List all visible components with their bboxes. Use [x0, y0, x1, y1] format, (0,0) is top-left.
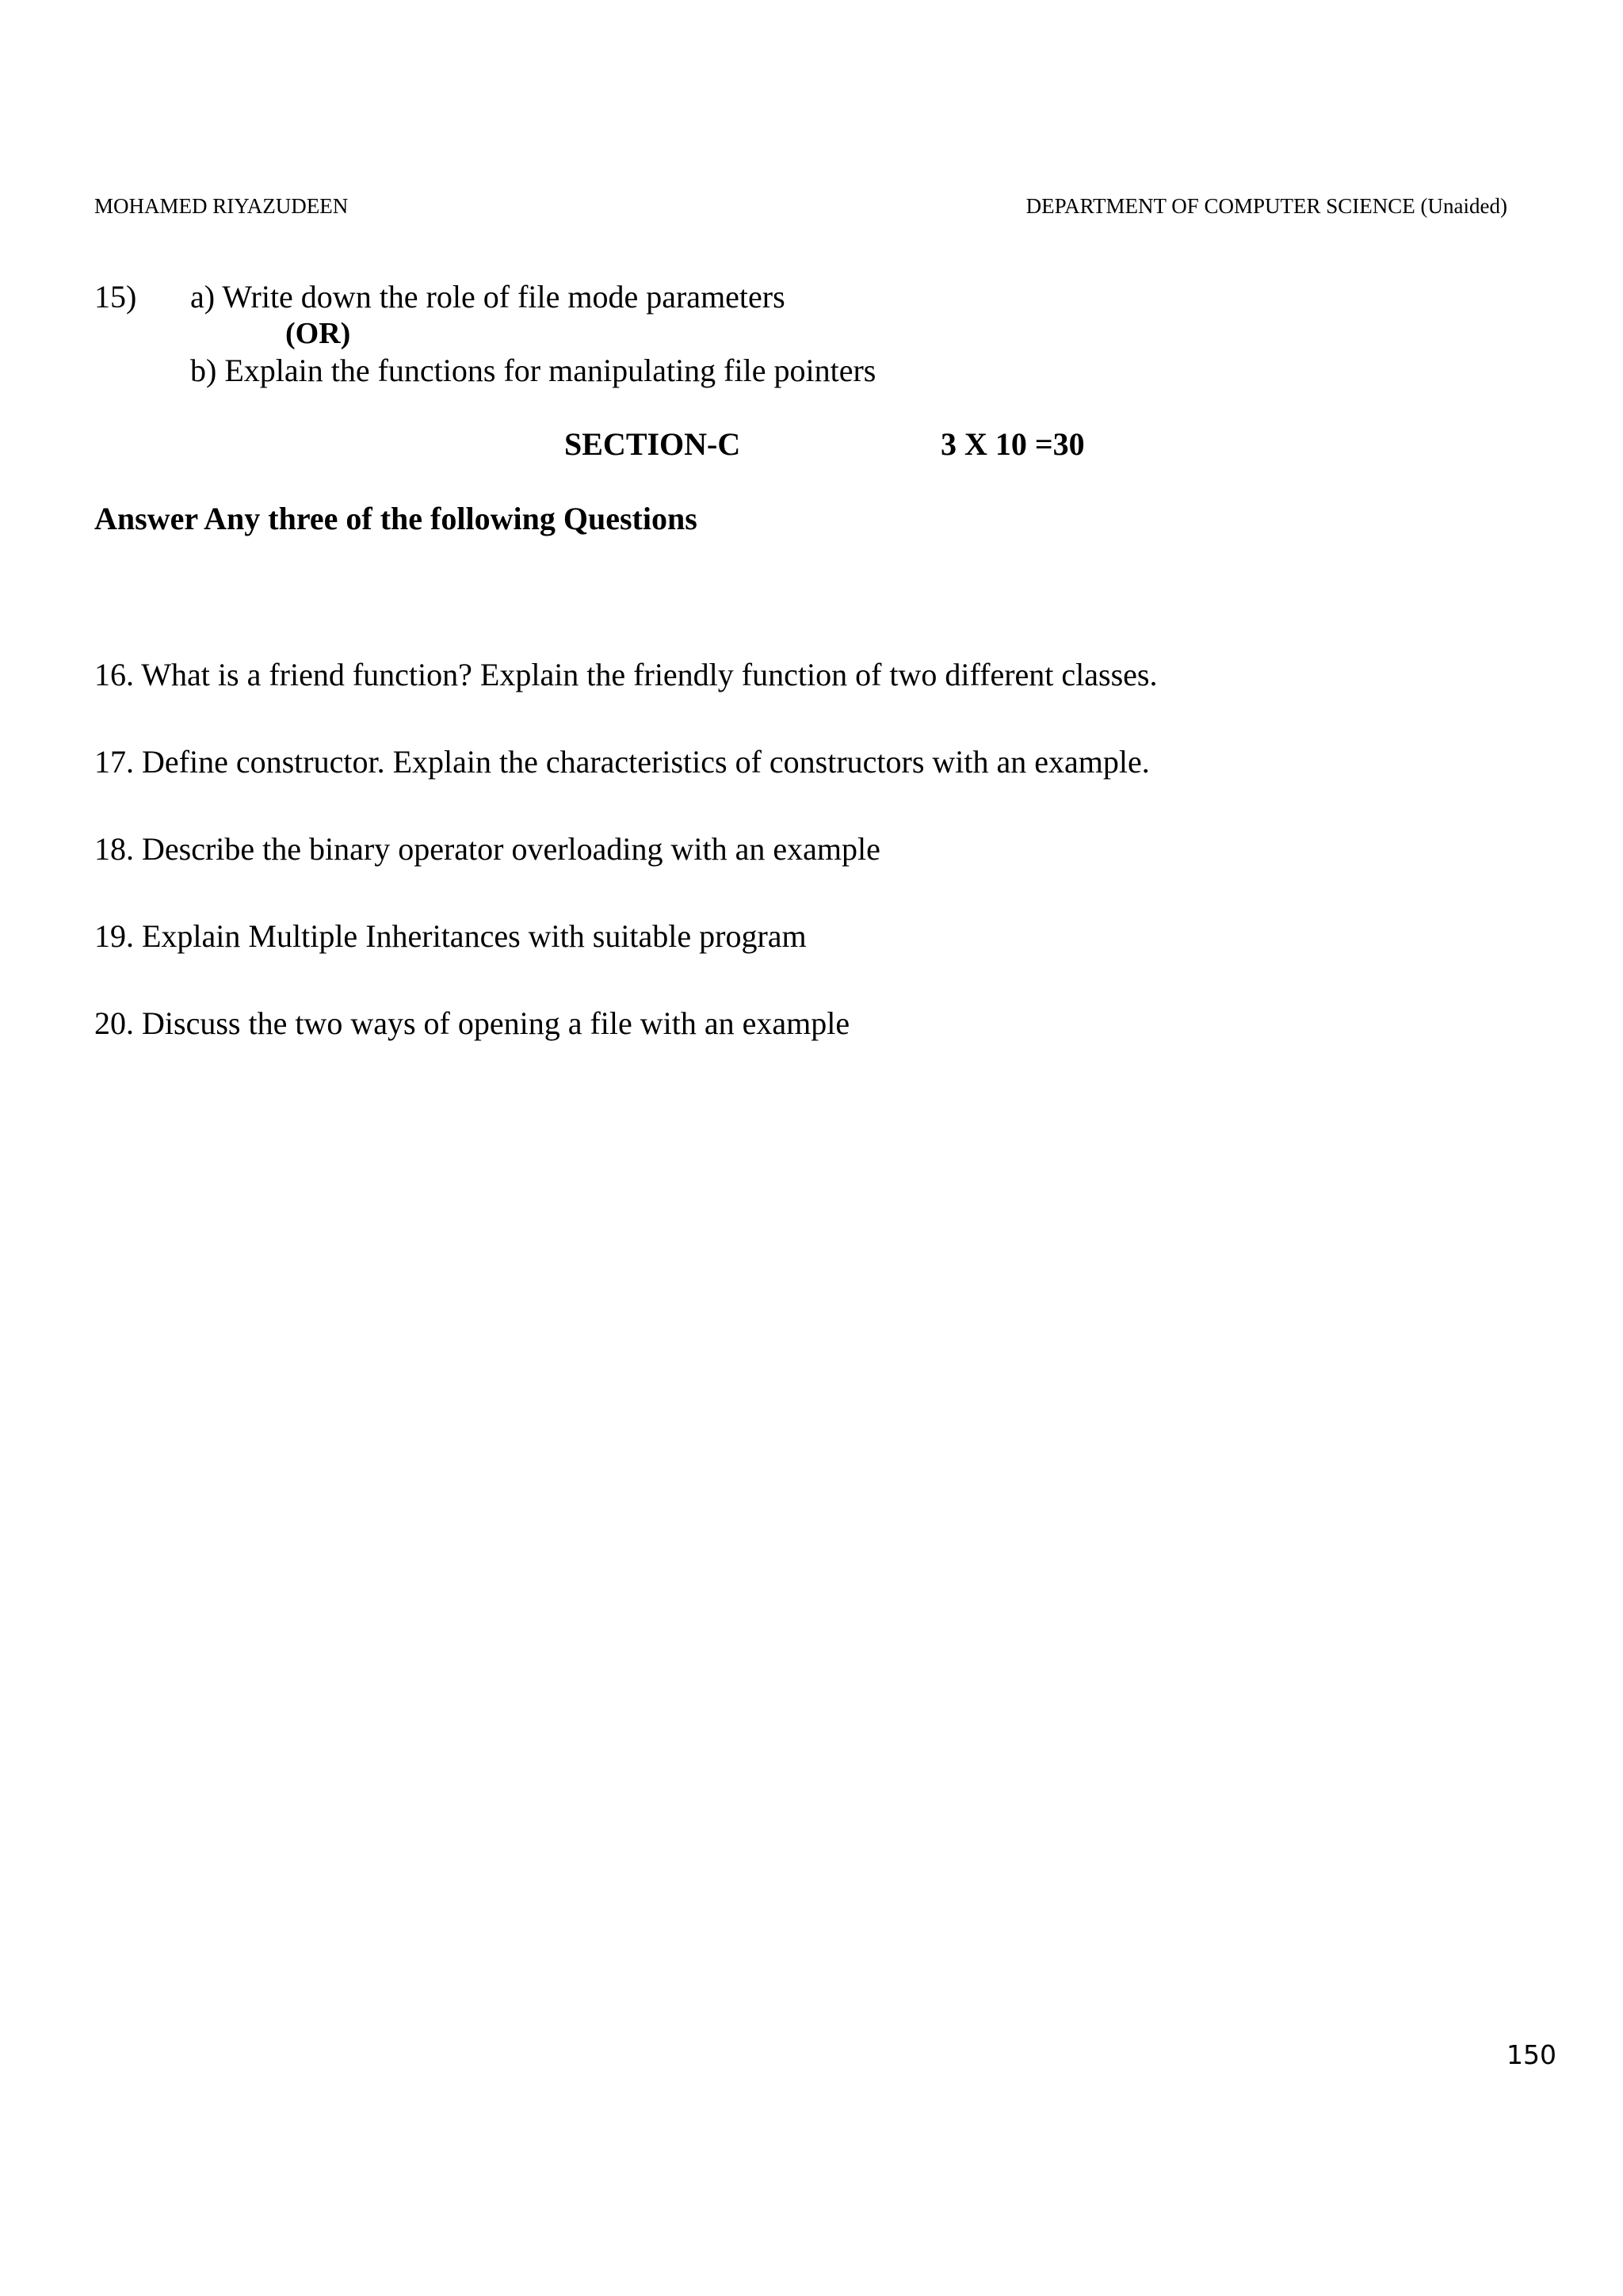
question-19: 19. Explain Multiple Inheritances with suitable program	[94, 918, 807, 954]
question-18: 18. Describe the binary operator overloading with an example	[94, 831, 880, 867]
question-15-option-b: b) Explain the functions for manipulating file pointers	[190, 353, 876, 388]
question-15-or: (OR)	[285, 317, 351, 350]
section-marks: 3 X 10 =30	[941, 426, 1085, 462]
section-title: SECTION-C	[564, 426, 741, 462]
question-17: 17. Define constructor. Explain the characteristics of constructors with an example.	[94, 744, 1150, 780]
header-author: MOHAMED RIYAZUDEEN	[94, 194, 349, 218]
page-number: 150	[1507, 2039, 1556, 2070]
question-16: 16. What is a friend function? Explain the friendly function of two different classes.	[94, 657, 1158, 692]
question-15-option-a: a) Write down the role of file mode parameters	[190, 279, 785, 315]
question-20: 20. Discuss the two ways of opening a file with an example	[94, 1005, 850, 1041]
header-department: DEPARTMENT OF COMPUTER SCIENCE (Unaided)	[1025, 194, 1507, 218]
section-instruction: Answer Any three of the following Questions	[94, 501, 697, 536]
question-15-number: 15)	[94, 279, 137, 315]
